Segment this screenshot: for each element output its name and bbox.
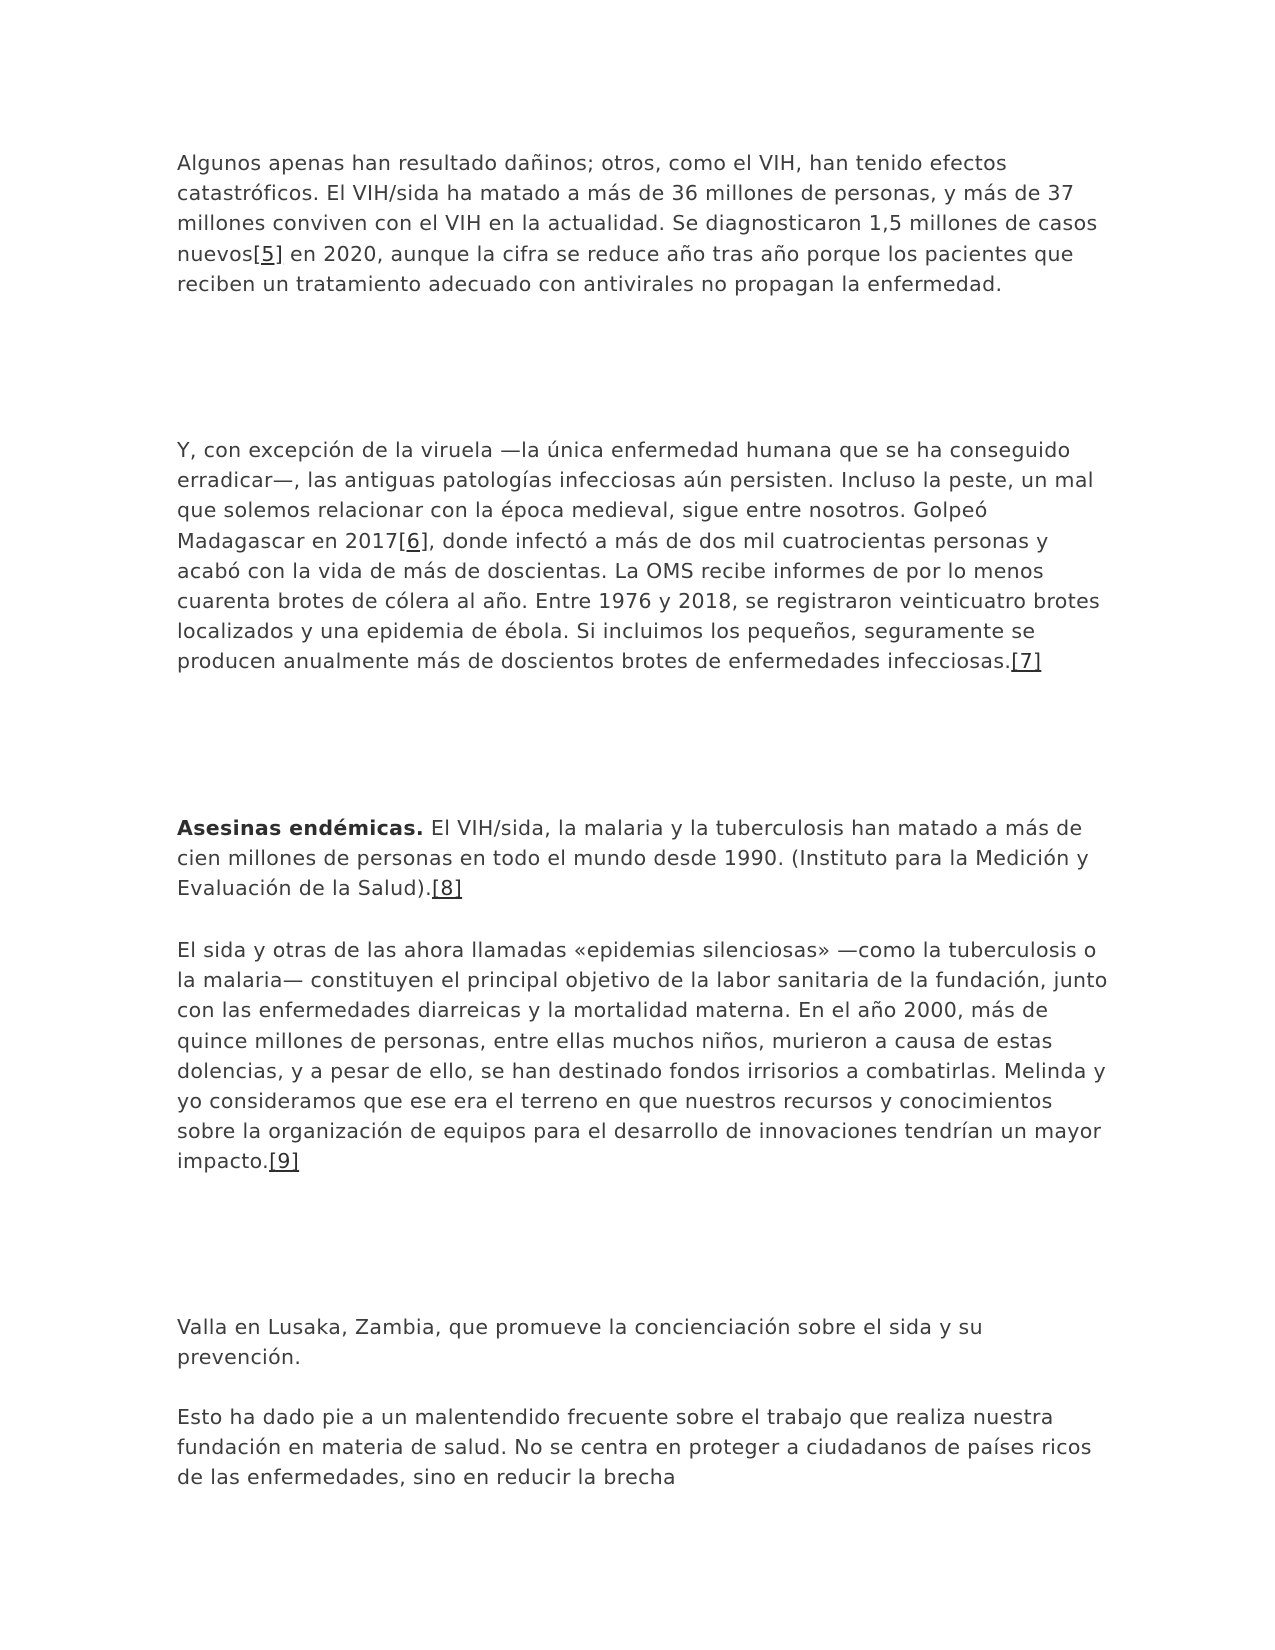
paragraph-misunderstanding [177,1402,1112,1493]
paragraph-hiv-effects [177,148,1112,299]
caption-lead: Asesinas endémicas. [177,816,425,840]
paragraph-silent-epidemics [177,935,1112,1177]
footnote-link-5[interactable]: [5] [253,241,284,266]
paragraph-text: Valla en Lusaka, Zambia, que promueve la concienciación sobre el sida y su prevención. [177,1315,983,1370]
paragraph-text: Algunos apenas han resultado dañinos; otros, como el VIH, han tenido efectos catastróficos. El VIH/sida ha matado a más de 36 millones de personas, y más de 37 millones conviven con el VIH en la actualidad. Se diagnosticaron 1,5 millones de casos nuevos [177,151,1098,266]
paragraph-ancient-diseases [177,435,1112,677]
paragraph-text: Y, con excepción de la viruela —la única enfermedad humana que se ha conseguido erradicar—, las antiguas patologías infecciosas aún persisten. Incluso la peste, un mal que solemos relacionar con la época medieval, sigue entre nosotros. Golpeó Madagascar en 2017 [177,438,1094,553]
figure-caption-endemic-killers [177,813,1112,904]
footnote-link-7[interactable]: [7] [1011,649,1042,674]
paragraph-text: , donde infectó a más de dos mil cuatrocientas personas y acabó con la vida de más de doscientas. La OMS recibe informes de por lo menos cuarenta brotes de cólera al año. Entre 1976 y 2018, se registraron veinticuatro brotes localizados y una epidemia de ébola. Si incluimos los pequeños, seguramente se producen anualmente más de doscientos brotes de enfermedades infecciosas. [177,528,1101,674]
figure-caption-lusaka [177,1312,1112,1372]
paragraph-text: Esto ha dado pie a un malentendido frecuente sobre el trabajo que realiza nuestra fundación en materia de salud. No se centra en proteger a ciudadanos de países ricos de las enfermedades, sino en reducir la brecha [177,1405,1092,1490]
paragraph-text: El VIH/sida, la malaria y la tuberculosis han matado a más de cien millones de personas en todo el mundo desde 1990. (Instituto para la Medición y Evaluación de la Salud). [177,816,1089,901]
paragraph-text: El sida y otras de las ahora llamadas «epidemias silenciosas» —como la tuberculosis o la malaria— constituyen el principal objetivo de la labor sanitaria de la fundación, junto con las enfermedades diarreicas y la mortalidad materna. En el año 2000, más de quince millones de personas, entre ellas muchos niños, murieron a causa de estas dolencias, y a pesar de ello, se han destinado fondos irrisorios a combatirlas. Melinda y yo consideramos que ese era el terreno en que nuestros recursos y conocimientos sobre la organización de equipos para el desarrollo de innovaciones tendrían un mayor impacto. [177,938,1108,1174]
footnote-link-8[interactable]: [8] [432,876,463,901]
footnote-link-9[interactable]: [9] [269,1149,300,1174]
paragraph-text: en 2020, aunque la cifra se reduce año tras año porque los pacientes que reciben un tratamiento adecuado con antivirales no propagan la enfermedad. [177,241,1074,296]
footnote-link-6[interactable]: [6] [398,528,429,553]
